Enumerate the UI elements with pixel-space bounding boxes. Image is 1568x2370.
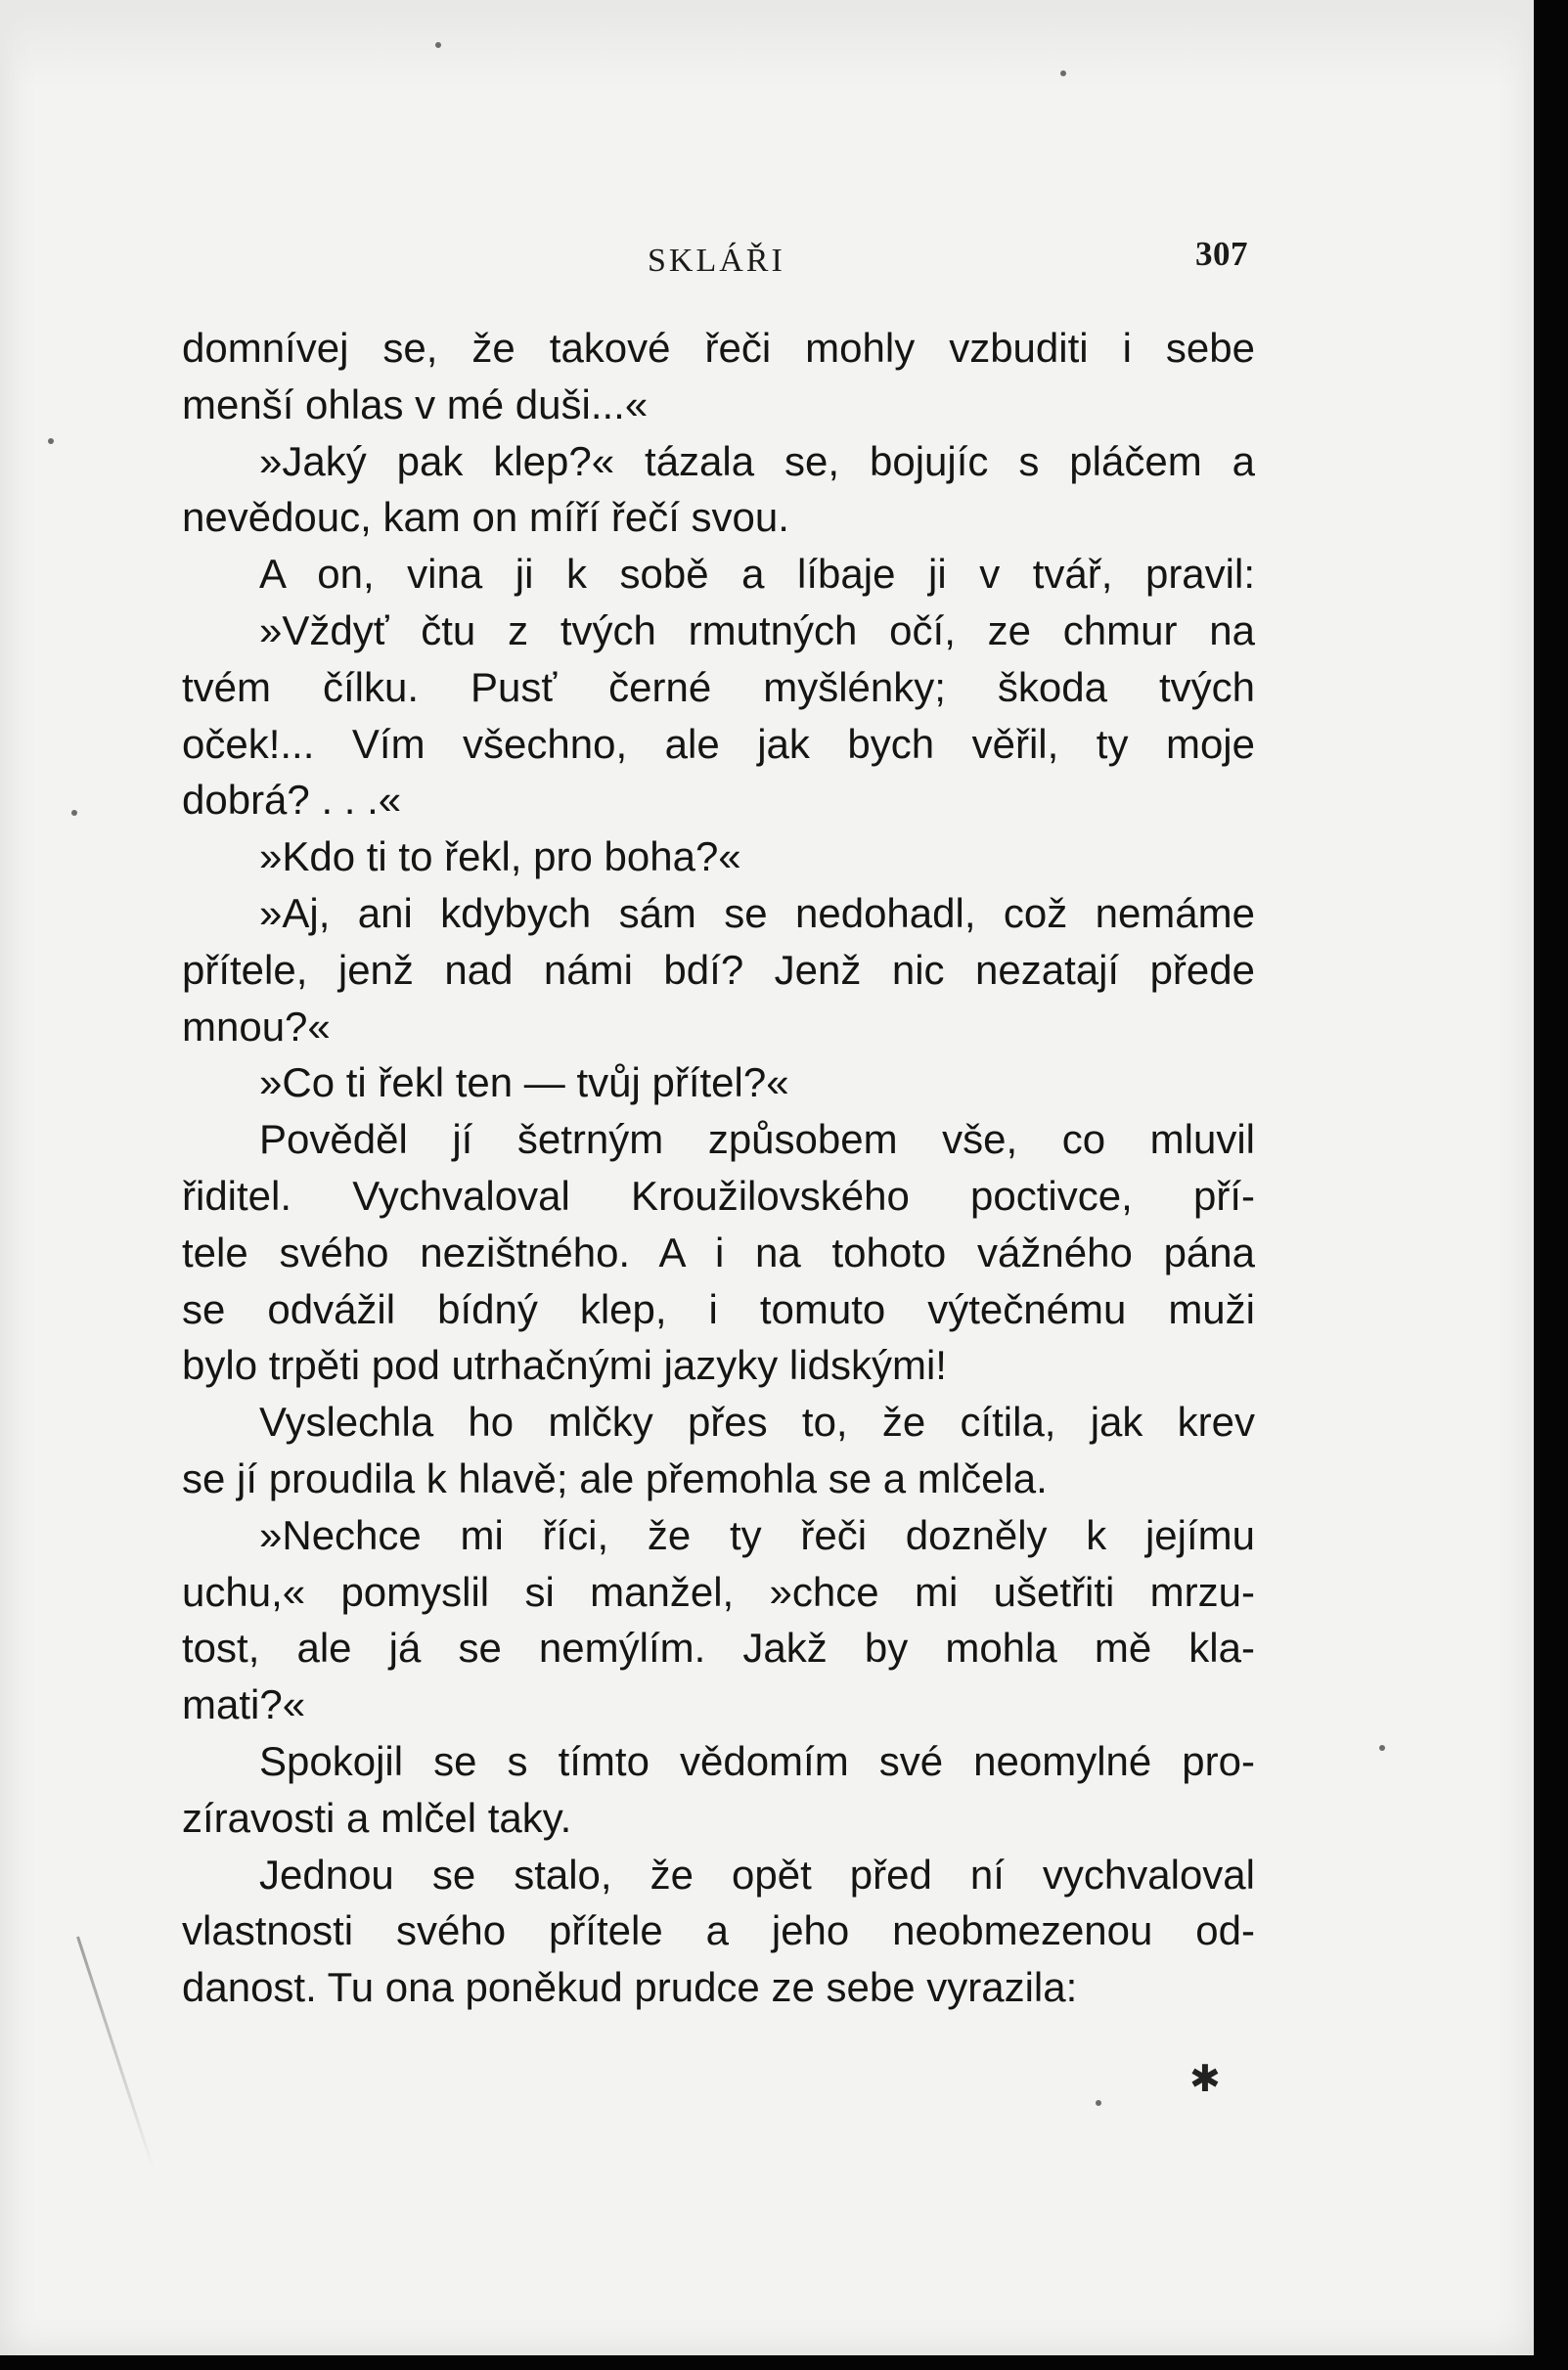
dust-speck xyxy=(1096,2100,1101,2106)
text-line-20: Vyslechla ho mlčky přes to, že cítila, jak krev xyxy=(259,1399,1255,1446)
text-line-25: mati?« xyxy=(182,1681,306,1728)
text-line-9: dobrá? . . .« xyxy=(182,777,402,824)
text-line-16: řiditel. Vychvaloval Kroužilovského poctivce, pří- xyxy=(182,1172,1255,1219)
text-line-13: mnou?« xyxy=(182,1003,331,1050)
scan-bottom-border xyxy=(0,2355,1568,2370)
text-line-5: A on, vina ji k sobě a líbaje ji v tvář, pravil: xyxy=(259,551,1255,598)
text-line-1: domnívej se, že takové řeči mohly vzbuditi i sebe xyxy=(182,325,1255,371)
text-line-24: tost, ale já se nemýlím. Jakž by mohla mě kla- xyxy=(182,1625,1255,1672)
text-line-6: »Vždyť čtu z tvých rmutných očí, ze chmur na xyxy=(259,606,1255,653)
text-line-12: přítele, jenž nad námi bdí? Jenž nic nezatají přede xyxy=(182,946,1255,993)
dust-speck xyxy=(1379,1745,1385,1751)
text-line-14: »Co ti řekl ten — tvůj přítel?« xyxy=(259,1059,789,1106)
page-number: 307 xyxy=(1195,235,1248,273)
dust-speck xyxy=(435,42,441,48)
dust-speck xyxy=(1060,70,1066,76)
text-line-10: »Kdo ti to řekl, pro boha?« xyxy=(259,833,741,880)
text-line-15: Pověděl jí šetrným způsobem vše, co mluvil xyxy=(259,1116,1255,1163)
scan-top-shade xyxy=(0,0,1534,88)
text-line-8: oček!... Vím všechno, ale jak bych věřil, ty moje xyxy=(182,720,1255,767)
running-head xyxy=(0,229,1534,278)
text-line-7: tvém čílku. Pusť černé myšlénky; škoda tvých xyxy=(182,663,1255,710)
text-line-23: uchu,« pomyslil si manžel, »chce mi ušetřiti mrzu- xyxy=(182,1568,1255,1615)
text-line-26: Spokojil se s tímto vědomím své neomylné pro- xyxy=(259,1737,1255,1784)
text-line-27: zíravosti a mlčel taky. xyxy=(182,1794,572,1841)
text-line-21: se jí proudila k hlavě; ale přemohla se a mlčela. xyxy=(182,1454,1048,1501)
text-line-3: »Jaký pak klep?« tázala se, bojujíc s pláčem a xyxy=(259,437,1255,484)
scan-scratch xyxy=(76,1937,155,2170)
body-text xyxy=(182,320,1255,2016)
scan-right-border xyxy=(1534,0,1568,2370)
printer-mark-icon: ✱ xyxy=(1189,2057,1221,2100)
text-line-2: menší ohlas v mé duši...« xyxy=(182,380,649,427)
dust-speck xyxy=(71,810,77,816)
text-line-17: tele svého nezištného. A i na tohoto vážného pána xyxy=(182,1229,1255,1275)
text-line-22: »Nechce mi říci, že ty řeči dozněly k jejímu xyxy=(259,1511,1255,1558)
text-line-30: danost. Tu ona poněkud prudce ze sebe vyrazila: xyxy=(182,1964,1078,2011)
text-line-11: »Aj, ani kdybych sám se nedohadl, což nemáme xyxy=(259,889,1255,936)
text-line-18: se odvážil bídný klep, i tomuto výtečnému muži xyxy=(182,1285,1255,1332)
text-line-29: vlastnosti svého přítele a jeho neobmezenou od- xyxy=(182,1907,1255,1954)
text-line-4: nevědouc, kam on míří řečí svou. xyxy=(182,494,789,541)
text-line-19: bylo trpěti pod utrhačnými jazyky lidskými! xyxy=(182,1342,947,1389)
dust-speck xyxy=(48,438,54,444)
running-head-title: SKLÁŘI xyxy=(648,243,785,279)
text-line-28: Jednou se stalo, že opět před ní vychvaloval xyxy=(259,1851,1255,1898)
